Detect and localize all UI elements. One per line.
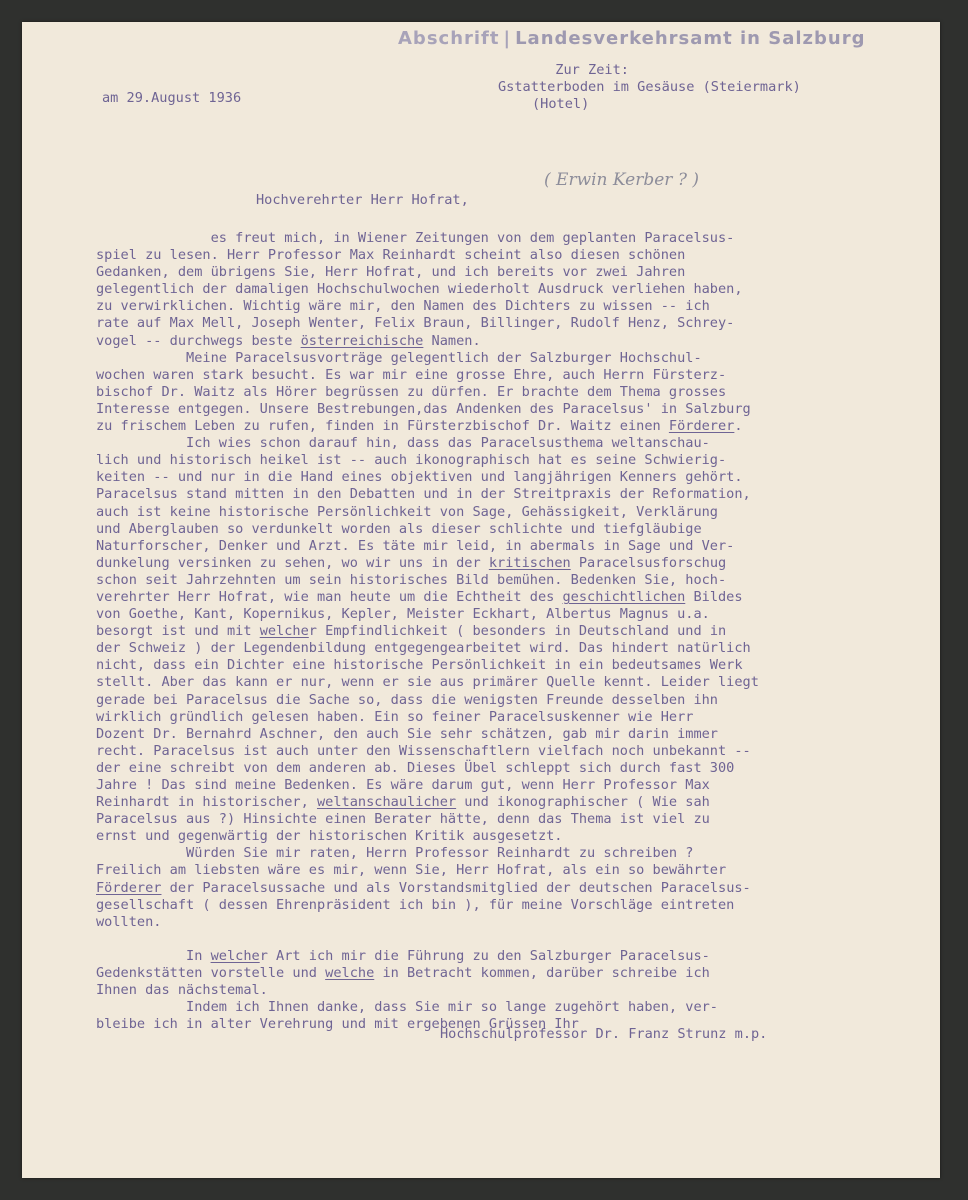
letter-line: wirklich gründlich gelesen haben. Ein so feiner Paracelsuskenner wie Herr [96,708,694,725]
letter-line: Dozent Dr. Bernahrd Aschner, den auch Sie sehr schätzen, gab mir darin immer [96,725,718,742]
letter-line: Förderer der Paracelsussache und als Vorstandsmitglied der deutschen Paracelsus- [96,879,751,896]
letter-date: am 29.August 1936 [102,90,242,106]
letter-line: Paracelsus aus ?) Hinsichte einen Berater hätte, denn das Thema ist viel zu [96,811,710,828]
letter-line: gelegentlich der damaligen Hochschulwochen wiederholt Ausdruck verliehen haben, [96,281,743,298]
underlined-word: welche [259,623,309,640]
sender-location-line: Zur Zeit: [498,62,629,78]
letter-line: zu frischem Leben zu rufen, finden in Fürsterzbischof Dr. Waitz einen Förderer. [96,418,743,435]
letter-line: schon seit Jahrzehnten um sein historisches Bild bemühen. Bedenken Sie, hoch- [96,571,727,588]
letter-line: vogel -- durchwegs beste österreichische Namen. [96,332,481,349]
underlined-word: Förderer [96,879,162,896]
letter-line: von Goethe, Kant, Kopernikus, Kepler, Meister Eckhart, Albertus Magnus u.a. [96,606,710,623]
underlined-word: geschichtlichen [562,588,686,605]
letter-line: der eine schreibt von dem anderen ab. Dieses Übel schleppt sich durch fast 300 [96,759,735,776]
letter-line: Würden Sie mir raten, Herrn Professor Reinhardt zu schreiben ? [96,845,694,862]
stamp-copy-word: Abschrift [398,28,500,49]
letter-line: verehrter Herr Hofrat, wie man heute um die Echtheit des geschichtlichen Bildes [96,588,743,605]
letter-line: Paracelsus stand mitten in den Debatten und in der Streitpraxis der Reformation, [96,486,751,503]
letter-line: der Schweiz ) der Legendenbildung entgegengearbeitet wird. Das hindert natürlich [96,640,751,657]
letter-line: es freut mich, in Wiener Zeitungen von dem geplanten Paracelsus- [96,230,735,246]
letter-line: gerade bei Paracelsus die Sache so, dass die wenigsten Freunde desselben ihn [96,691,718,708]
letter-line: bleibe ich in alter Verehrung und mit ergebenen Grüssen Ihr [96,1016,579,1033]
salutation: Hochverehrter Herr Hofrat, [256,192,469,208]
underlined-word: weltanschaulicher [316,794,457,811]
stamp-separator: | [503,28,512,49]
letter-line: Indem ich Ihnen danke, dass Sie mir so lange zugehört haben, ver- [96,999,718,1016]
letter-body [96,230,759,1033]
underlined-word: Förderer [668,418,735,435]
letter-line: Freilich am liebsten wäre es mir, wenn Sie, Herr Hofrat, als ein so bewährter [96,862,727,879]
letter-line: Ihnen das nächstemal. [96,982,268,999]
letter-line: nicht, dass ein Dichter eine historische Persönlichkeit in ein bedeutsames Werk [96,657,743,674]
underlined-word: österreichische [300,332,424,349]
letter-line: Reinhardt in historischer, weltanschaulicher und ikonographischer ( Wie sah [96,794,710,811]
stamp-office-name: Landesverkehrsamt in Salzburg [515,28,866,49]
sender-location-line: (Hotel) [532,96,590,113]
letter-line: und Aberglauben so verdunkelt worden als dieser schlichte und tiefgläubige [96,520,702,537]
letter-line: bischof Dr. Waitz als Hörer begrüssen zu dürfen. Er brachte dem Thema grosses [96,383,727,400]
letter-line: stellt. Aber das kann er nur, wenn er sie aus primärer Quelle kennt. Leider liegt [96,674,759,691]
letter-line: besorgt ist und mit welcher Empfindlichkeit ( besonders in Deutschland und in [96,623,727,640]
letter-line: lich und historisch heikel ist -- auch ikonographisch hat es seine Schwierig- [96,452,727,469]
letter-line: wollten. [96,913,162,930]
underlined-word: welche [325,965,375,982]
letter-line: Gedenkstätten vorstelle und welche in Betracht kommen, darüber schreibe ich [96,965,710,982]
letter-line: zu verwirklichen. Wichtig wäre mir, den Namen des Dichters zu wissen -- ich [96,298,710,315]
letter-line: Ich wies schon darauf hin, dass das Paracelsusthema weltanschau- [96,435,710,452]
handwritten-annotation: ( Erwin Kerber ? ) [544,170,699,190]
letter-line: ernst und gegenwärtig der historischen Kritik ausgesetzt. [96,828,563,845]
letter-page [22,22,940,1178]
sender-location-line: Gstatterboden im Gesäuse (Steiermark) [498,79,801,96]
underlined-word: kritischen [488,554,571,571]
letter-line [96,931,759,948]
sender-location [498,62,801,113]
letter-line: Interesse entgegen. Unsere Bestrebungen,das Andenken des Paracelsus' in Salzburg [96,400,751,417]
signature-line: Hochschulprofessor Dr. Franz Strunz m.p. [440,1026,768,1042]
letter-line: Jahre ! Das sind meine Bedenken. Es wäre darum gut, wenn Herr Professor Max [96,777,710,793]
letter-line: Gedanken, dem übrigens Sie, Herr Hofrat, und ich bereits vor zwei Jahren [96,264,686,281]
letter-line: In welcher Art ich mir die Führung zu den Salzburger Paracelsus- [96,947,710,964]
letter-line: dunkelung versinken zu sehen, wo wir uns in der kritischen Paracelsusforschug [96,554,727,571]
letter-line: auch ist keine historische Persönlichkeit von Sage, Gehässigkeit, Verklärung [96,503,718,520]
letter-line: spiel zu lesen. Herr Professor Max Reinhardt scheint also diesen schönen [96,247,686,264]
underlined-word: welche [210,947,260,964]
letter-line: recht. Paracelsus ist auch unter den Wissenschaftlern vielfach noch unbekannt -- [96,742,751,759]
letter-line: Meine Paracelsusvorträge gelegentlich der Salzburger Hochschul- [96,349,702,366]
letter-line: keiten -- und nur in die Hand eines objektiven und langjährigen Kenners gehört. [96,469,743,486]
letter-line: gesellschaft ( dessen Ehrenpräsident ich bin ), für meine Vorschläge eintreten [96,896,735,913]
office-stamp [398,28,865,49]
letter-line: wochen waren stark besucht. Es war mir eine grosse Ehre, auch Herrn Fürsterz- [96,366,727,383]
letter-line: Naturforscher, Denker und Arzt. Es täte mir leid, in abermals in Sage und Ver- [96,537,735,554]
letter-line: rate auf Max Mell, Joseph Wenter, Felix Braun, Billinger, Rudolf Henz, Schrey- [96,315,735,332]
